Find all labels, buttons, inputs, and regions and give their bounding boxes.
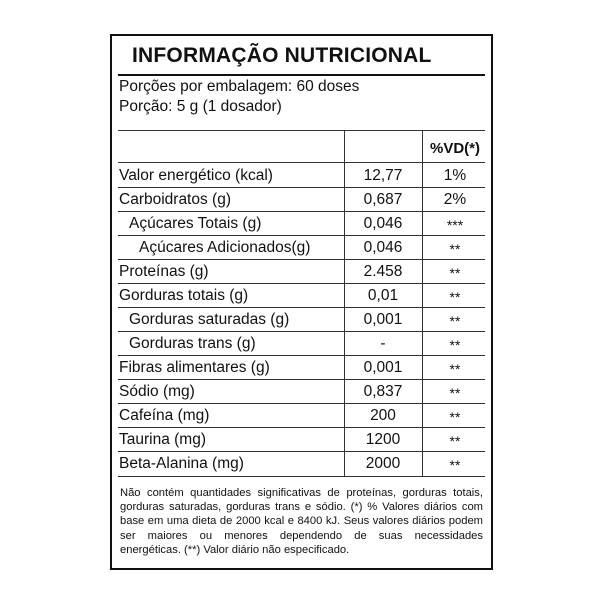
nutrient-daily-value: 2%: [443, 191, 467, 208]
nutrient-amount: 2000: [365, 455, 401, 472]
nutrient-name: Carboidratos (g): [119, 191, 231, 208]
nutrient-name: Açúcares Totais (g): [129, 215, 262, 232]
serving-size: Porção: 5 g (1 dosador): [119, 98, 282, 115]
table-row: [112, 284, 491, 308]
table-row: [112, 236, 491, 260]
table-row: [112, 260, 491, 284]
nutrient-daily-value: **: [449, 409, 461, 425]
header-divider: [118, 130, 485, 131]
nutrient-amount: 2.458: [363, 263, 403, 280]
nutrient-daily-value: **: [449, 361, 461, 377]
table-row: [112, 452, 491, 476]
nutrient-name: Fibras alimentares (g): [119, 359, 270, 376]
nutrient-name: Valor energético (kcal): [119, 167, 273, 184]
nutrient-name: Açúcares Adicionados(g): [139, 239, 311, 256]
nutrient-name: Taurina (mg): [119, 431, 206, 448]
table-row: [112, 428, 491, 452]
nutrient-daily-value: **: [449, 457, 461, 473]
nutrient-name: Gorduras saturadas (g): [129, 311, 290, 328]
nutrient-name: Cafeína (mg): [119, 407, 210, 424]
nutrient-amount: 200: [370, 407, 396, 424]
nutrient-name: Proteínas (g): [119, 263, 209, 280]
nutrient-daily-value: **: [449, 289, 461, 305]
nutrient-amount: 0,001: [363, 359, 403, 376]
footnote: Não contém quantidades significativas de proteínas, gorduras totais, gorduras saturadas, gorduras trans e sódio. (*) % Valores diários com base em uma dieta de 2000 kcal e 8400 kJ. Seus valores diários podem ser maiores ou menores dependendo de suas necessidades energéticas. (**) Valor diário não especificado.: [120, 487, 483, 556]
nutrient-name: Gorduras trans (g): [129, 335, 256, 352]
nutrient-amount: 0,687: [363, 191, 403, 208]
nutrient-daily-value: **: [449, 313, 461, 329]
table-row: [112, 188, 491, 212]
nutrition-label: [110, 34, 493, 570]
nutrient-amount: 0,01: [367, 287, 399, 304]
nutrient-amount: 0,837: [363, 383, 403, 400]
label-title: INFORMAÇÃO NUTRICIONAL: [132, 44, 432, 67]
nutrient-amount: 0,001: [363, 311, 403, 328]
nutrient-daily-value: **: [449, 433, 461, 449]
footnote-divider: [118, 476, 485, 477]
nutrient-amount: 0,046: [363, 239, 403, 256]
nutrient-daily-value: **: [449, 241, 461, 257]
nutrient-amount: 1200: [365, 431, 401, 448]
table-row: [112, 332, 491, 356]
nutrient-name: Beta-Alanina (mg): [119, 455, 244, 472]
nutrient-daily-value: 1%: [443, 167, 467, 184]
nutrient-daily-value: **: [449, 385, 461, 401]
nutrient-name: Gorduras totais (g): [119, 287, 249, 304]
nutrient-amount: -: [380, 335, 386, 352]
nutrient-daily-value: **: [449, 337, 461, 353]
table-row: [112, 380, 491, 404]
title-divider: [118, 74, 485, 76]
table-row: [112, 164, 491, 188]
vd-column-header: %VD(*): [429, 140, 480, 157]
table-row: [112, 308, 491, 332]
nutrient-amount: 0,046: [363, 215, 403, 232]
table-row: [112, 212, 491, 236]
nutrient-amount: 12,77: [363, 167, 403, 184]
nutrient-daily-value: ***: [446, 217, 464, 233]
nutrient-daily-value: **: [449, 265, 461, 281]
table-header-divider: [118, 162, 485, 163]
servings-per-package: Porções por embalagem: 60 doses: [119, 78, 360, 95]
nutrient-name: Sódio (mg): [119, 383, 195, 400]
table-row: [112, 356, 491, 380]
table-row: [112, 404, 491, 428]
